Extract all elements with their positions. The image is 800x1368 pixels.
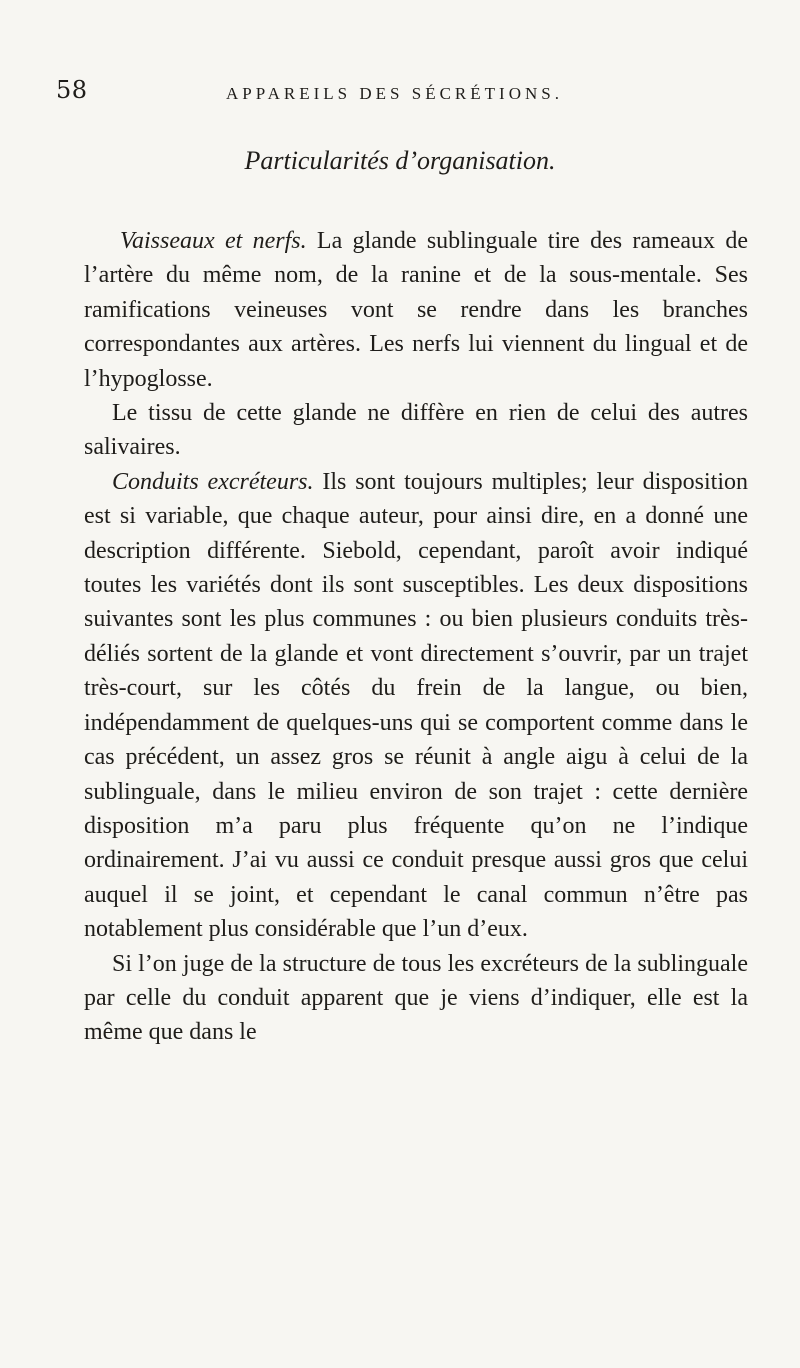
paragraph-body: Le tissu de cette glande ne diffère en rien de celui des autres salivaires. [84, 400, 748, 461]
paragraph-structure [84, 947, 748, 1050]
paragraph-body: Si l’on juge de la structure de tous les excréteurs de la sublinguale par celle du conduit apparent que je viens d’indiquer, elle est la même que dans le [84, 950, 748, 1046]
paragraph-lead: Conduits excréteurs. [112, 468, 314, 495]
section-title: Particularités d’organisation. [244, 146, 556, 175]
running-title: APPAREILS DES SÉCRÉTIONS. [226, 84, 563, 103]
paragraph-body: Ils sont toujours multiples; leur disposition est si variable, que chaque auteur, pour ainsi dire, en a donné une description différente. Siebold, cependant, paroît avoir indiqué toutes les variétés dont ils sont susceptibles. Les deux dispositions suivantes sont les plus communes : ou bien plusieurs conduits très-déliés sortent de la glande et vont directement s’ouvrir, par un trajet très-court, sur les côtés du frein de la langue, ou bien, indépendamment de quelques-uns qui se comportent comme dans le cas précédent, un assez gros se réunit à angle aigu à celui de la sublinguale, dans le milieu environ de son trajet : cette dernière disposition m’a paru plus fréquente qu’on ne l’indique ordinairement. J’ai vu aussi ce conduit presque aussi gros que celui auquel il se joint, et cependant le canal commun n’être pas notablement plus considérable que l’un d’eux. [84, 468, 748, 943]
paragraph-body: La glande sublinguale tire des rameaux de l’artère du même nom, de la ranine et de la sous-mentale. Ses ramifications veineuses vont se rendre dans les branches correspondantes aux artères. Les nerfs lui viennent du lingual et de l’hypoglosse. [84, 228, 748, 392]
paragraph-conduits-excreteurs [84, 465, 748, 947]
page-number: 58 [56, 76, 88, 104]
paragraph-lead: Vaisseaux et nerfs. [120, 228, 307, 254]
paragraph-tissu [84, 396, 748, 465]
paragraph-vaisseaux-nerfs [84, 224, 748, 396]
body-text [84, 224, 748, 1050]
page-header [56, 76, 756, 106]
